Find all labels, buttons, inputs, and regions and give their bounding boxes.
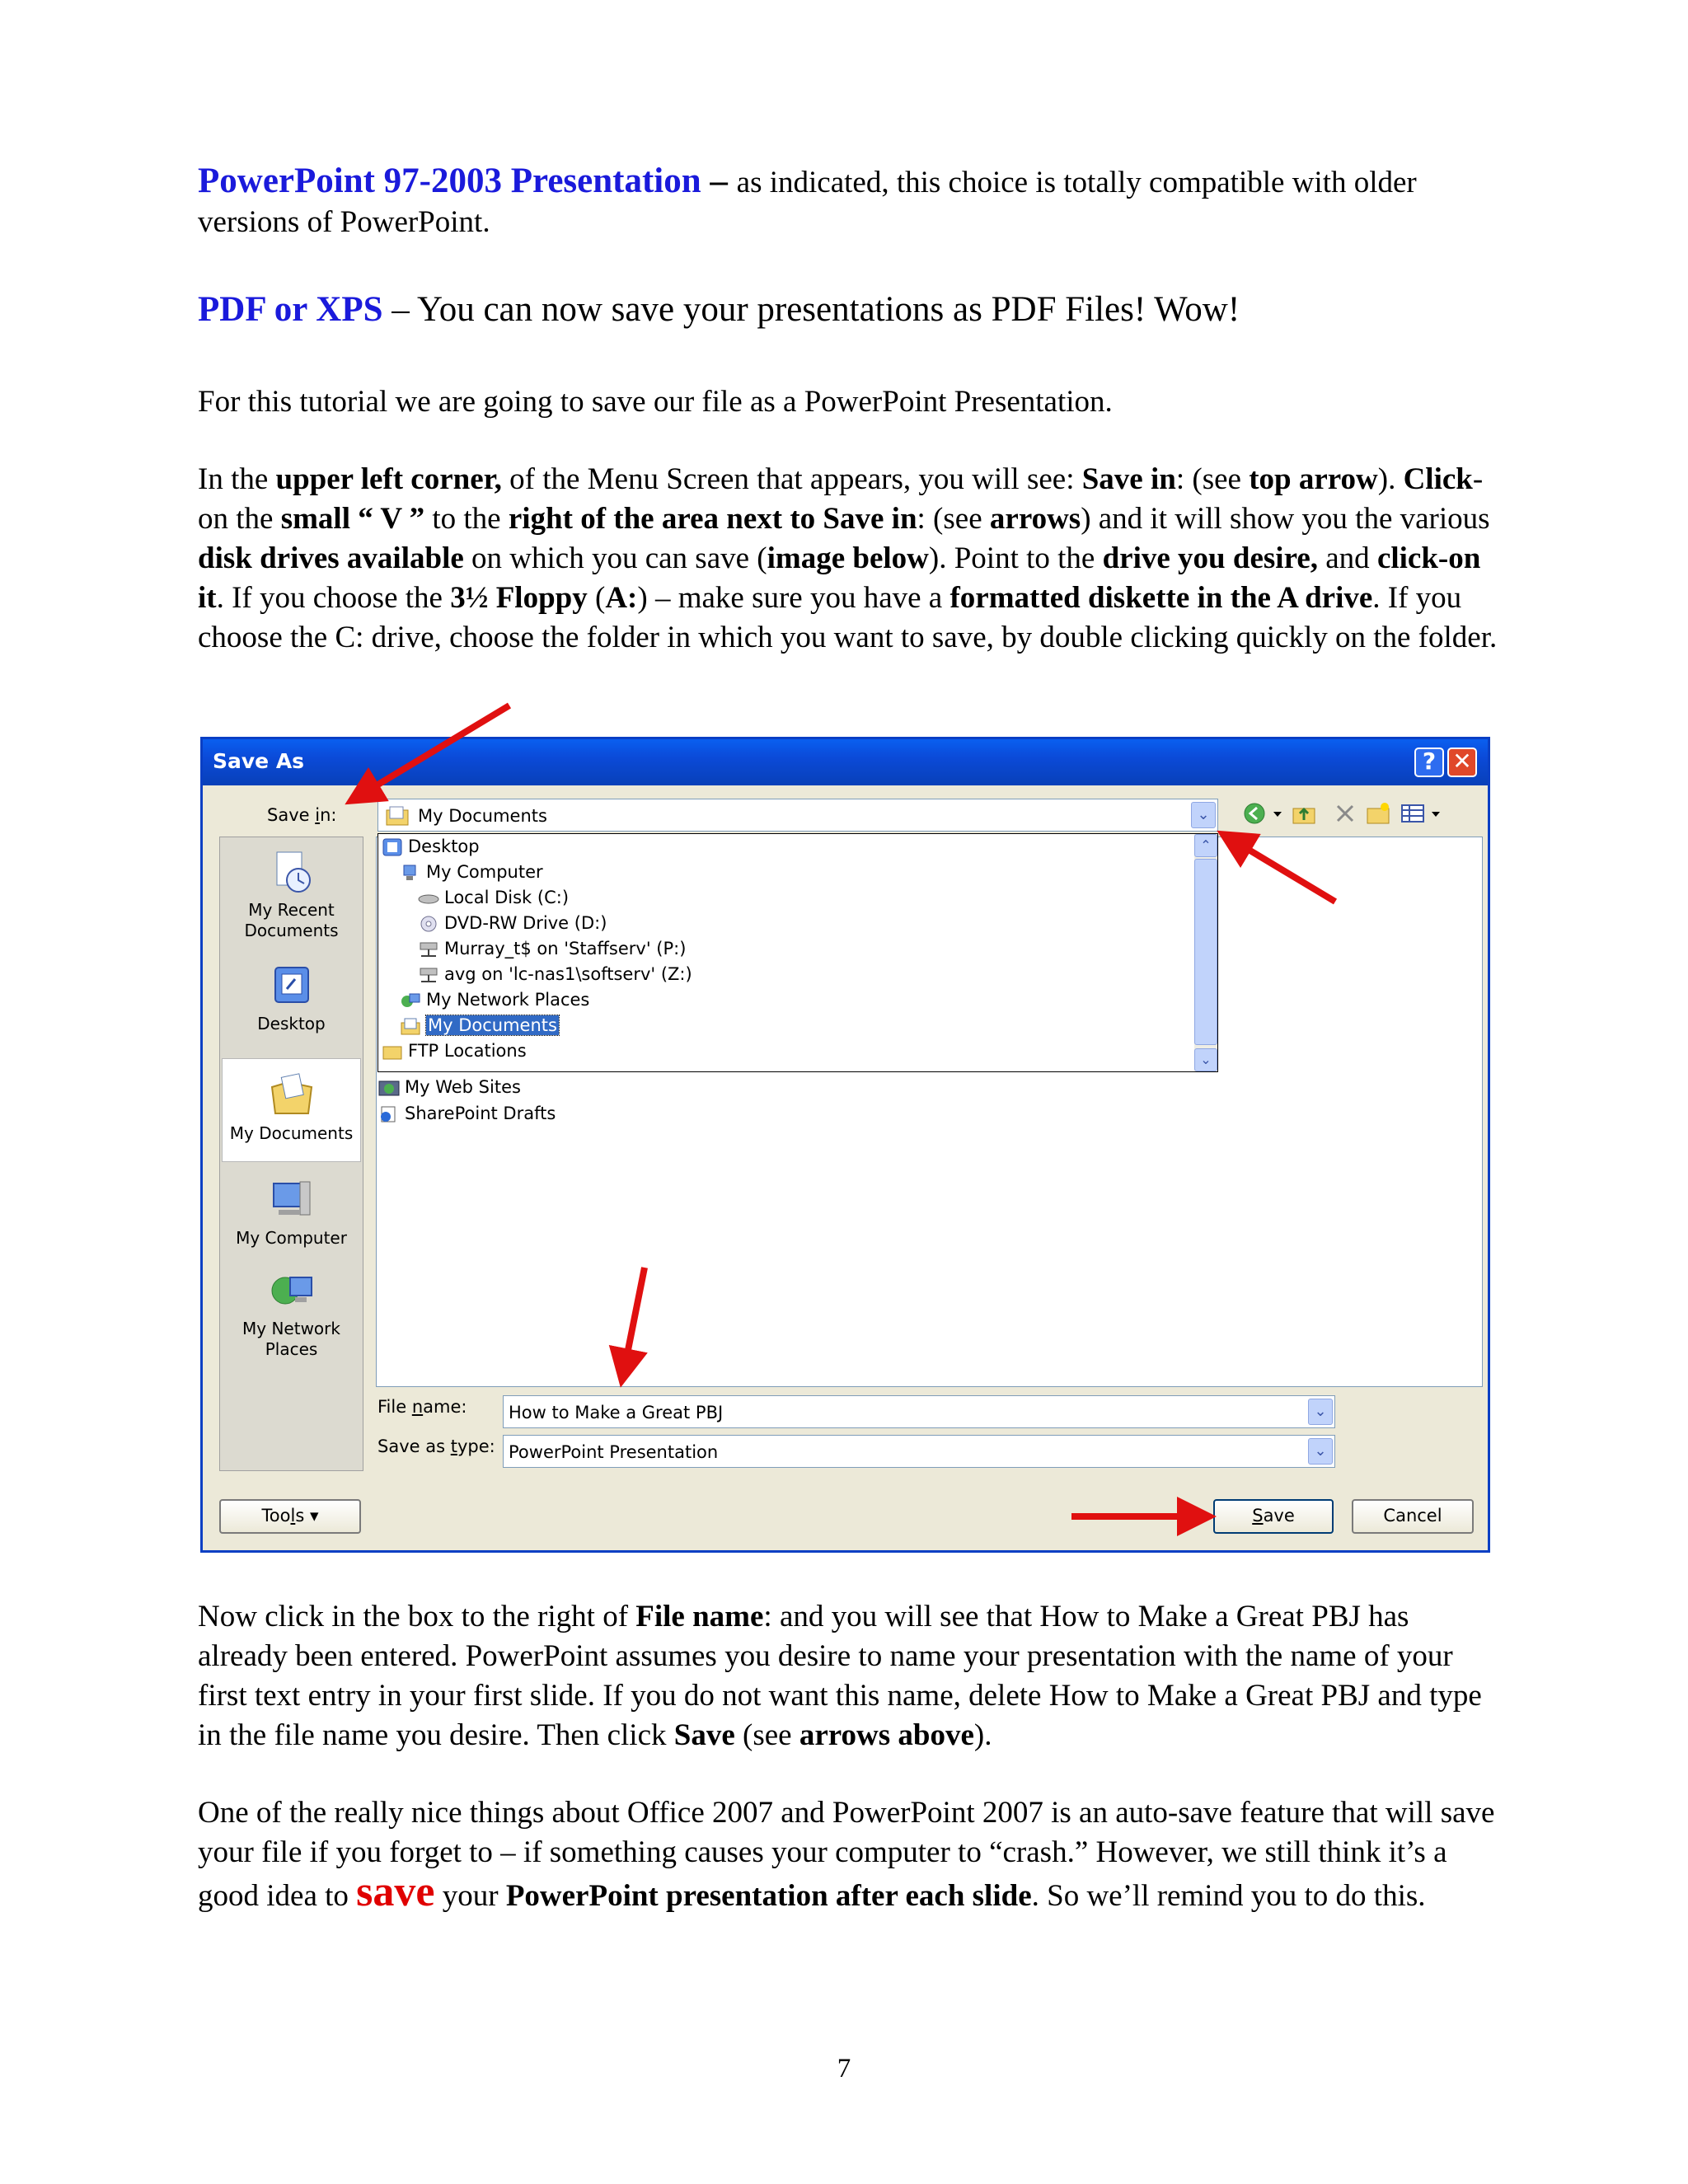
new-folder-icon[interactable] [1365,800,1391,827]
dropdown-item-my-documents[interactable]: My Documents [400,1013,559,1038]
desktop-icon [267,961,316,1010]
dash: – [701,162,737,200]
sharepoint-icon [378,1105,400,1123]
dropdown-item-local-disk[interactable]: Local Disk (C:) [418,885,569,910]
documents-icon [400,1017,421,1035]
save-in-dropdown-button[interactable]: ⌄ [1191,802,1216,828]
file-name-dropdown-button[interactable]: ⌄ [1308,1399,1333,1425]
place-desktop[interactable]: Desktop [220,961,363,1034]
file-name-label: File name: [377,1397,467,1417]
my-computer-icon [267,1175,316,1225]
save-as-type-select[interactable] [503,1435,1335,1468]
save-in-label: Save in: [267,805,337,825]
paragraph-auto-save: One of the really nice things about Office 2007 and PowerPoint 2007 is an auto-save feature that will save your file if you forget to – if something causes your computer to “crash.” However, we still think it’s a good idea to save your PowerPoint presentation after each slide. So we’ll remind you to do this. [198,1796,1495,1915]
cancel-button[interactable]: Cancel [1352,1499,1474,1534]
desktop-icon [382,838,403,856]
recent-documents-icon [267,847,316,897]
file-name-input[interactable] [503,1395,1335,1428]
place-my-recent-documents[interactable]: My Recent Documents [220,847,363,941]
dialog-titlebar [203,739,1488,785]
dropdown-item-dvd[interactable]: DVD-RW Drive (D:) [418,911,607,935]
folder-icon [382,1043,403,1061]
place-my-network-places[interactable]: My Network Places [220,1266,363,1360]
scroll-thumb[interactable] [1194,859,1217,1045]
tools-button[interactable]: Tools ▾ [219,1499,361,1534]
ppt97-text: as indicated, this choice is totally compatible with older versions of PowerPoint. [198,166,1417,239]
heading-ppt97: PowerPoint 97-2003 Presentation [198,162,701,200]
scroll-down-button[interactable]: ⌄ [1194,1048,1217,1071]
back-dropdown-icon[interactable] [1271,800,1284,827]
chevron-down-icon: ▾ [309,1506,319,1526]
list-item[interactable]: SharePoint Drafts [378,1101,556,1126]
save-as-type-value: PowerPoint Presentation [509,1442,719,1462]
file-name-value: How to Make a Great PBJ [509,1403,724,1422]
pdf-text: – You can now save your presentations as PDF Files! Wow! [382,290,1240,329]
close-button[interactable]: ✕ [1447,748,1477,777]
dialog-title: Save As [213,749,305,773]
paragraph-pdf [198,290,1500,330]
save-button[interactable]: Save [1213,1499,1334,1534]
documents-icon [385,805,410,827]
up-folder-icon[interactable] [1291,800,1317,827]
save-as-dialog [200,737,1490,1553]
scroll-up-button[interactable]: ⌃ [1194,834,1217,857]
save-in-value: My Documents [418,806,547,826]
dvd-icon [418,915,439,933]
save-as-type-label: Save as type: [377,1436,495,1456]
my-documents-icon [267,1071,316,1120]
network-drive-icon [418,940,439,958]
dropdown-item-desktop[interactable]: Desktop [382,834,480,859]
paragraph-ppt97 [198,162,1500,242]
list-item[interactable]: My Web Sites [378,1075,521,1099]
computer-icon [400,864,421,882]
help-button[interactable]: ? [1414,748,1444,777]
place-my-documents[interactable]: My Documents [222,1058,361,1162]
views-dropdown-icon[interactable] [1429,800,1442,827]
network-drive-icon [418,966,439,984]
dropdown-item-my-computer[interactable]: My Computer [400,860,543,884]
save-emphasis: save [356,1868,435,1915]
places-bar [219,837,363,1471]
paragraph-file-name: Now click in the box to the right of File name: and you will see that How to Make a Great PBJ has already been entered. PowerPoint assumes you desire to name your presentation with the name of your first text entry in your first slide. If you do not want this name, delete How to Make a Great PBJ and type in the file name you desire. Then click Save (see arrows above). [198,1600,1482,1752]
heading-pdf: PDF or XPS [198,290,383,329]
dropdown-item-network-drive-z[interactable]: avg on 'lc-nas1\softserv' (Z:) [418,962,692,987]
delete-icon[interactable] [1332,800,1358,827]
paragraph-tutorial: For this tutorial we are going to save our file as a PowerPoint Presentation. [198,385,1113,419]
dropdown-scrollbar[interactable] [1194,834,1217,1071]
network-places-icon [400,991,421,1010]
save-in-combo[interactable] [377,799,1218,832]
save-as-type-dropdown-button[interactable]: ⌄ [1308,1438,1333,1465]
disk-icon [418,889,439,907]
dropdown-item-network-places[interactable]: My Network Places [400,987,589,1012]
web-sites-icon [378,1079,400,1097]
dropdown-item-ftp-locations[interactable]: FTP Locations [382,1038,527,1063]
back-icon[interactable] [1241,800,1268,827]
page-number: 7 [837,2054,851,2083]
views-icon[interactable] [1400,800,1426,827]
save-in-dropdown-list[interactable] [377,833,1218,1072]
dropdown-item-network-drive-p[interactable]: Murray_t$ on 'Staffserv' (P:) [418,936,686,961]
place-my-computer[interactable]: My Computer [220,1175,363,1249]
my-network-icon [267,1266,316,1315]
paragraph-save-in: In the upper left corner, of the Menu Screen that appears, you will see: Save in: (see top arrow). Click-on the small “ V ” to the right of the area next to Save in: (see arrows) and it will show you the various disk drives available on which you can save (image below). Point to the drive you desire, and click-on it. If you choose the 3½ Floppy (A:) – make sure you have a formatted diskette in the A drive. If you choose the C: drive, choose the folder in which you want to save, by double clicking quickly on the folder. [198,462,1498,654]
